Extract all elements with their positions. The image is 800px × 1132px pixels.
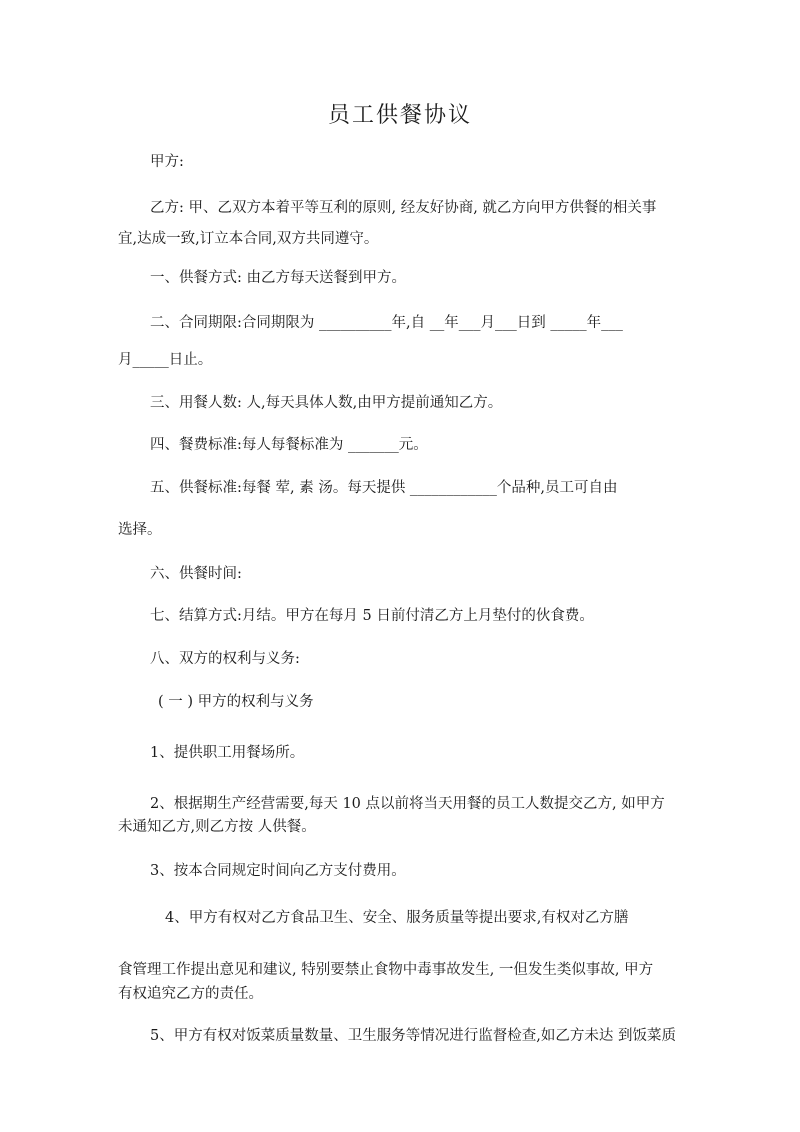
document-title: 员工供餐协议 <box>327 103 472 128</box>
item-4-continuation-2: 有权追究乙方的责任。 <box>118 986 263 1002</box>
clause-2-continuation: 月_____日止。 <box>118 352 213 368</box>
clause-8-rights-duties: 八、双方的权利与义务: <box>150 651 300 667</box>
clause-4-meal-fee: 四、餐费标准:每人每餐标准为 _______元。 <box>150 437 428 453</box>
party-b-line: 乙方: 甲、乙双方本着平等互利的原则, 经友好协商, 就乙方向甲方供餐的相关事 <box>150 200 657 216</box>
clause-5-meal-standard: 五、供餐标准:每餐 荤, 素 汤。每天提供 ____________个品种,员工可自由 <box>150 480 618 496</box>
item-4: 4、甲方有权对乙方食品卫生、安全、服务质量等提出要求,有权对乙方膳 <box>165 910 629 926</box>
item-5: 5、甲方有权对饭菜质量数量、卫生服务等情况进行监督检查,如乙方未达 到饭菜质 <box>150 1028 676 1044</box>
clause-7-settlement: 七、结算方式:月结。甲方在每月 5 日前付清乙方上月垫付的伙食费。 <box>150 608 594 624</box>
item-1: 1、提供职工用餐场所。 <box>150 745 305 761</box>
paragraph-continuation: 宜,达成一致,订立本合同,双方共同遵守。 <box>118 231 379 247</box>
clause-6-meal-time: 六、供餐时间: <box>150 566 242 582</box>
clause-5-continuation: 选择。 <box>118 522 162 538</box>
item-3: 3、按本合同规定时间向乙方支付费用。 <box>150 863 406 879</box>
item-2-continuation: 未通知乙方,则乙方按 人供餐。 <box>118 819 316 835</box>
clause-2-contract-term: 二、合同期限:合同期限为 __________年,自 __年___月___日到 _____年___ <box>150 315 623 331</box>
clause-1-supply-method: 一、供餐方式: 由乙方每天送餐到甲方。 <box>150 270 406 286</box>
clause-3-diner-count: 三、用餐人数: 人,每天具体人数,由甲方提前通知乙方。 <box>150 395 503 411</box>
party-a-line: 甲方: <box>150 154 184 170</box>
section-party-a-heading: ( 一 ) 甲方的权利与义务 <box>158 694 314 710</box>
item-4-continuation: 食管理工作提出意见和建议, 特别要禁止食物中毒事故发生, 一但发生类似事故, 甲方 <box>118 962 654 978</box>
item-2: 2、根据期生产经营需要,每天 10 点以前将当天用餐的员工人数提交乙方, 如甲方 <box>150 796 665 812</box>
